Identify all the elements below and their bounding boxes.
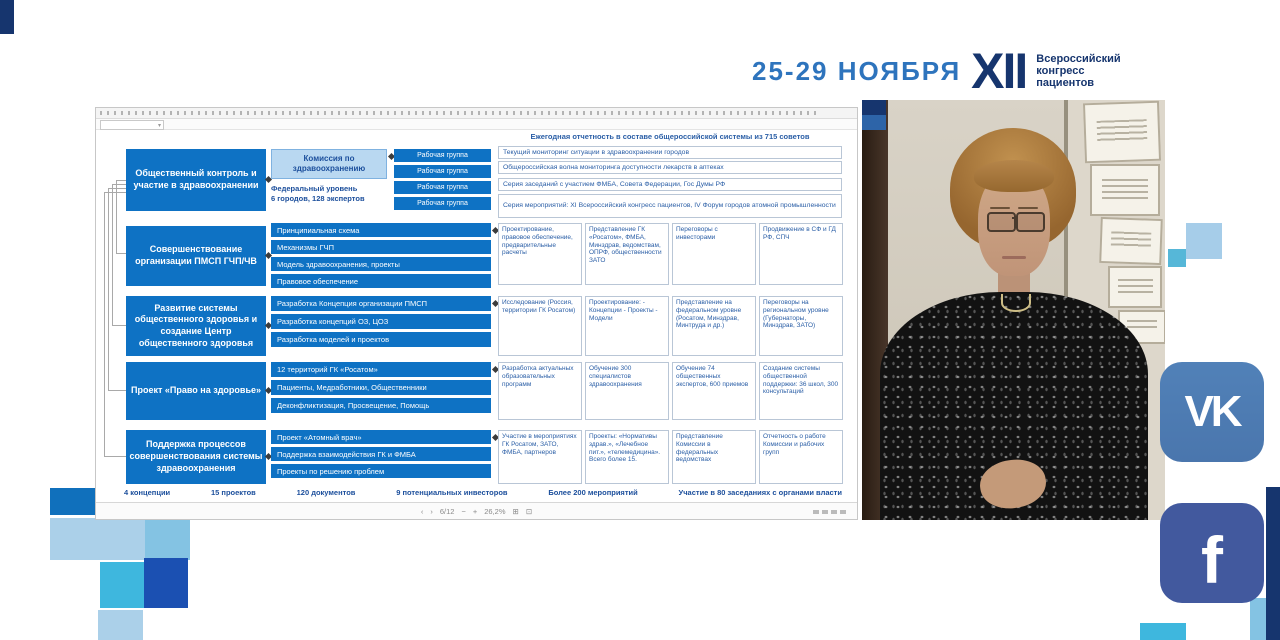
certificate-frame [1090, 164, 1160, 216]
stat-investors: 9 потенциальных инвесторов [396, 488, 508, 497]
task-bar: Деконфликтизация, Просвещение, Помощь [271, 398, 491, 413]
result-card: Проектирование, правовое обеспечение, предварительные расчеты [498, 223, 582, 285]
toolbar-dropdown[interactable] [100, 120, 164, 130]
task-bar: Разработка моделей и проектов [271, 332, 491, 347]
connector-bracket-row5 [104, 192, 126, 457]
result-card: Участие в мероприятиях ГК Росатом, ЗАТО, ФМБА, партнеров [498, 430, 582, 484]
congress-name-line3: пациентов [1036, 77, 1095, 90]
speaker-eyebrow [1018, 207, 1038, 209]
zoom-out-button[interactable]: − [461, 506, 466, 516]
task-bar: Поддержка взаимодействия ГК и ФМБА [271, 447, 491, 461]
result-card: Представление ГК «Росатом», ФМБА, Минздрав, ведомствам, ОПРФ, общественности ЗАТО [585, 223, 669, 285]
slide-caption: Ежегодная отчетность в составе общероссийской системы из 715 советов [530, 132, 810, 141]
stat-concepts: 4 концепции [124, 488, 171, 497]
task-bar: Модель здравоохранения, проекты [271, 257, 491, 271]
facebook-icon[interactable] [1160, 503, 1264, 603]
grid-view-icon[interactable]: ⊞ [512, 506, 519, 516]
single-view-icon[interactable]: ⊡ [525, 506, 533, 516]
zoom-level: 26,2% [484, 506, 506, 516]
task-bar: Пациенты, Медработники, Общественники [271, 380, 491, 395]
activity-item: Текущий мониторинг ситуации в здравоохранении городов [498, 146, 842, 159]
decor-square-right-2 [1168, 249, 1186, 267]
block-pmsp: Совершенствование организации ПМСП ГЧП/ЧВ [126, 226, 266, 286]
stat-projects: 15 проектов [210, 488, 256, 497]
decor-square-video-2 [862, 115, 886, 130]
congress-name-line1: Всероссийский [1036, 52, 1121, 65]
decor-square-bl-2 [50, 518, 145, 560]
result-card: Проектирование: - Концепции - Проекты - Модели [585, 296, 669, 356]
decor-square-topleft [0, 0, 14, 34]
congress-name-line2: конгресс [1036, 64, 1085, 77]
certificate-frame [1108, 266, 1162, 308]
congress-roman-numeral: XII [971, 42, 1027, 99]
decor-square-br [1250, 598, 1266, 640]
congress-dates: 25-29 НОЯБРЯ [752, 55, 962, 86]
vk-logo-letters: VK [1184, 387, 1240, 436]
block-right-to-health: Проект «Право на здоровье» [126, 362, 266, 420]
decor-strip-cyan [1140, 623, 1186, 640]
zoom-in-button[interactable]: + [472, 506, 478, 516]
result-card: Переговоры с инвесторами [672, 223, 756, 285]
speaker-eyebrow [990, 207, 1010, 209]
decor-strip-bottomright [1266, 487, 1280, 640]
stat-meetings: Участие в 80 заседаниях с органами власти [678, 488, 842, 497]
block-health-commission: Комиссия по здравоохранению [271, 149, 387, 179]
viewer-statusbar [96, 502, 857, 519]
certificate-frame [1083, 101, 1161, 164]
decor-square-right-1 [1186, 223, 1222, 259]
commission-note [271, 184, 393, 212]
result-card: Переговоры на региональном уровне (Губернаторы, Минздрав, ЗАТО) [759, 296, 843, 356]
task-bar: Правовое обеспечение [271, 274, 491, 288]
certificate-frame [1099, 217, 1163, 265]
workgroup-box: Рабочая группа [394, 181, 491, 194]
workgroup-box: Рабочая группа [394, 165, 491, 178]
result-card: Продвижение в СФ и ГД РФ, СПЧ [759, 223, 843, 285]
decor-square-bl-4 [100, 562, 144, 608]
workgroup-box: Рабочая группа [394, 197, 491, 210]
decor-square-video-1 [862, 100, 886, 115]
viewer-toolbar-row2 [96, 119, 857, 130]
activity-item: Серия мероприятий: XI Всероссийский конгресс пациентов, IV Форум городов атомной промышленности [498, 194, 842, 218]
facebook-logo-letter: f [1201, 523, 1223, 597]
activity-item: Серия заседаний с участием ФМБА, Совета Федерации, Гос Думы РФ [498, 178, 842, 191]
result-card: Исследование (Россия, территории ГК Росатом) [498, 296, 582, 356]
result-card: Представление Комиссии в федеральных ведомствах [672, 430, 756, 484]
block-public-control: Общественный контроль и участие в здравоохранении [126, 149, 266, 211]
note-line2: 6 городов, 128 экспертов [271, 193, 365, 203]
decor-square-bl-1 [50, 488, 95, 515]
activity-item: Общероссийская волна мониторинга доступности лекарств в аптеках [498, 161, 842, 174]
decor-square-bl-3 [145, 518, 190, 560]
speaker-hair-fringe [974, 160, 1054, 192]
block-public-health: Развитие системы общественного здоровья и создание Центр общественного здоровья [126, 296, 266, 356]
page-indicator: 6/12 [439, 506, 455, 516]
result-card: Обучение 74 общественных экспертов, 600 приемов [672, 362, 756, 420]
decor-square-bl-5 [144, 558, 188, 608]
result-card: Обучение 300 специалистов здравоохранения [585, 362, 669, 420]
speaker-video [862, 100, 1165, 520]
task-bar: Проекты по решению проблем [271, 464, 491, 478]
shared-slide [95, 107, 858, 520]
stat-documents: 120 документов [296, 488, 356, 497]
decor-square-bl-6 [98, 610, 143, 640]
task-bar: 12 территорий ГК «Росатом» [271, 362, 491, 377]
workgroup-box: Рабочая группа [394, 149, 491, 162]
glasses-lens [1016, 212, 1045, 232]
next-page-button[interactable]: › [430, 506, 433, 516]
stat-events: Более 200 мероприятий [548, 488, 638, 497]
congress-name [1036, 53, 1120, 89]
prev-page-button[interactable]: ‹ [420, 506, 424, 516]
toolbar-icons [100, 111, 817, 115]
result-card: Представление на федеральном уровне (Росатом, Минздрав, Минтруда и др.) [672, 296, 756, 356]
result-card: Разработка актуальных образовательных программ [498, 362, 582, 420]
result-card: Создание системы общественной поддержки: 36 школ, 300 консультаций [759, 362, 843, 420]
result-card: Проекты: «Нормативы здрав.», «Лечебное пит.», «телемедицина». Всего более 15. [585, 430, 669, 484]
task-bar: Принципиальная схема [271, 223, 491, 237]
note-line1: Федеральный уровень [271, 184, 358, 193]
chevron-down-icon: ▾ [157, 122, 161, 129]
congress-logo [752, 42, 1121, 100]
task-bar: Разработка концепций ОЗ, ЦОЗ [271, 314, 491, 329]
task-bar: Проект «Атомный врач» [271, 430, 491, 444]
task-bar: Разработка Концепция организации ПМСП [271, 296, 491, 311]
speaker-necklace [1001, 294, 1031, 312]
statusbar-right-info [813, 510, 849, 514]
block-support-processes: Поддержка процессов совершенствования системы здравоохранения [126, 430, 266, 484]
vk-icon[interactable] [1160, 362, 1264, 462]
task-bar: Механизмы ГЧП [271, 240, 491, 254]
speaker-mouth [1002, 256, 1026, 259]
slide-stats [124, 488, 842, 502]
glasses-lens [987, 212, 1016, 232]
viewer-toolbar[interactable] [96, 108, 857, 119]
glasses-bridge [1012, 217, 1018, 219]
result-card: Отчетность о работе Комиссии и рабочих групп [759, 430, 843, 484]
